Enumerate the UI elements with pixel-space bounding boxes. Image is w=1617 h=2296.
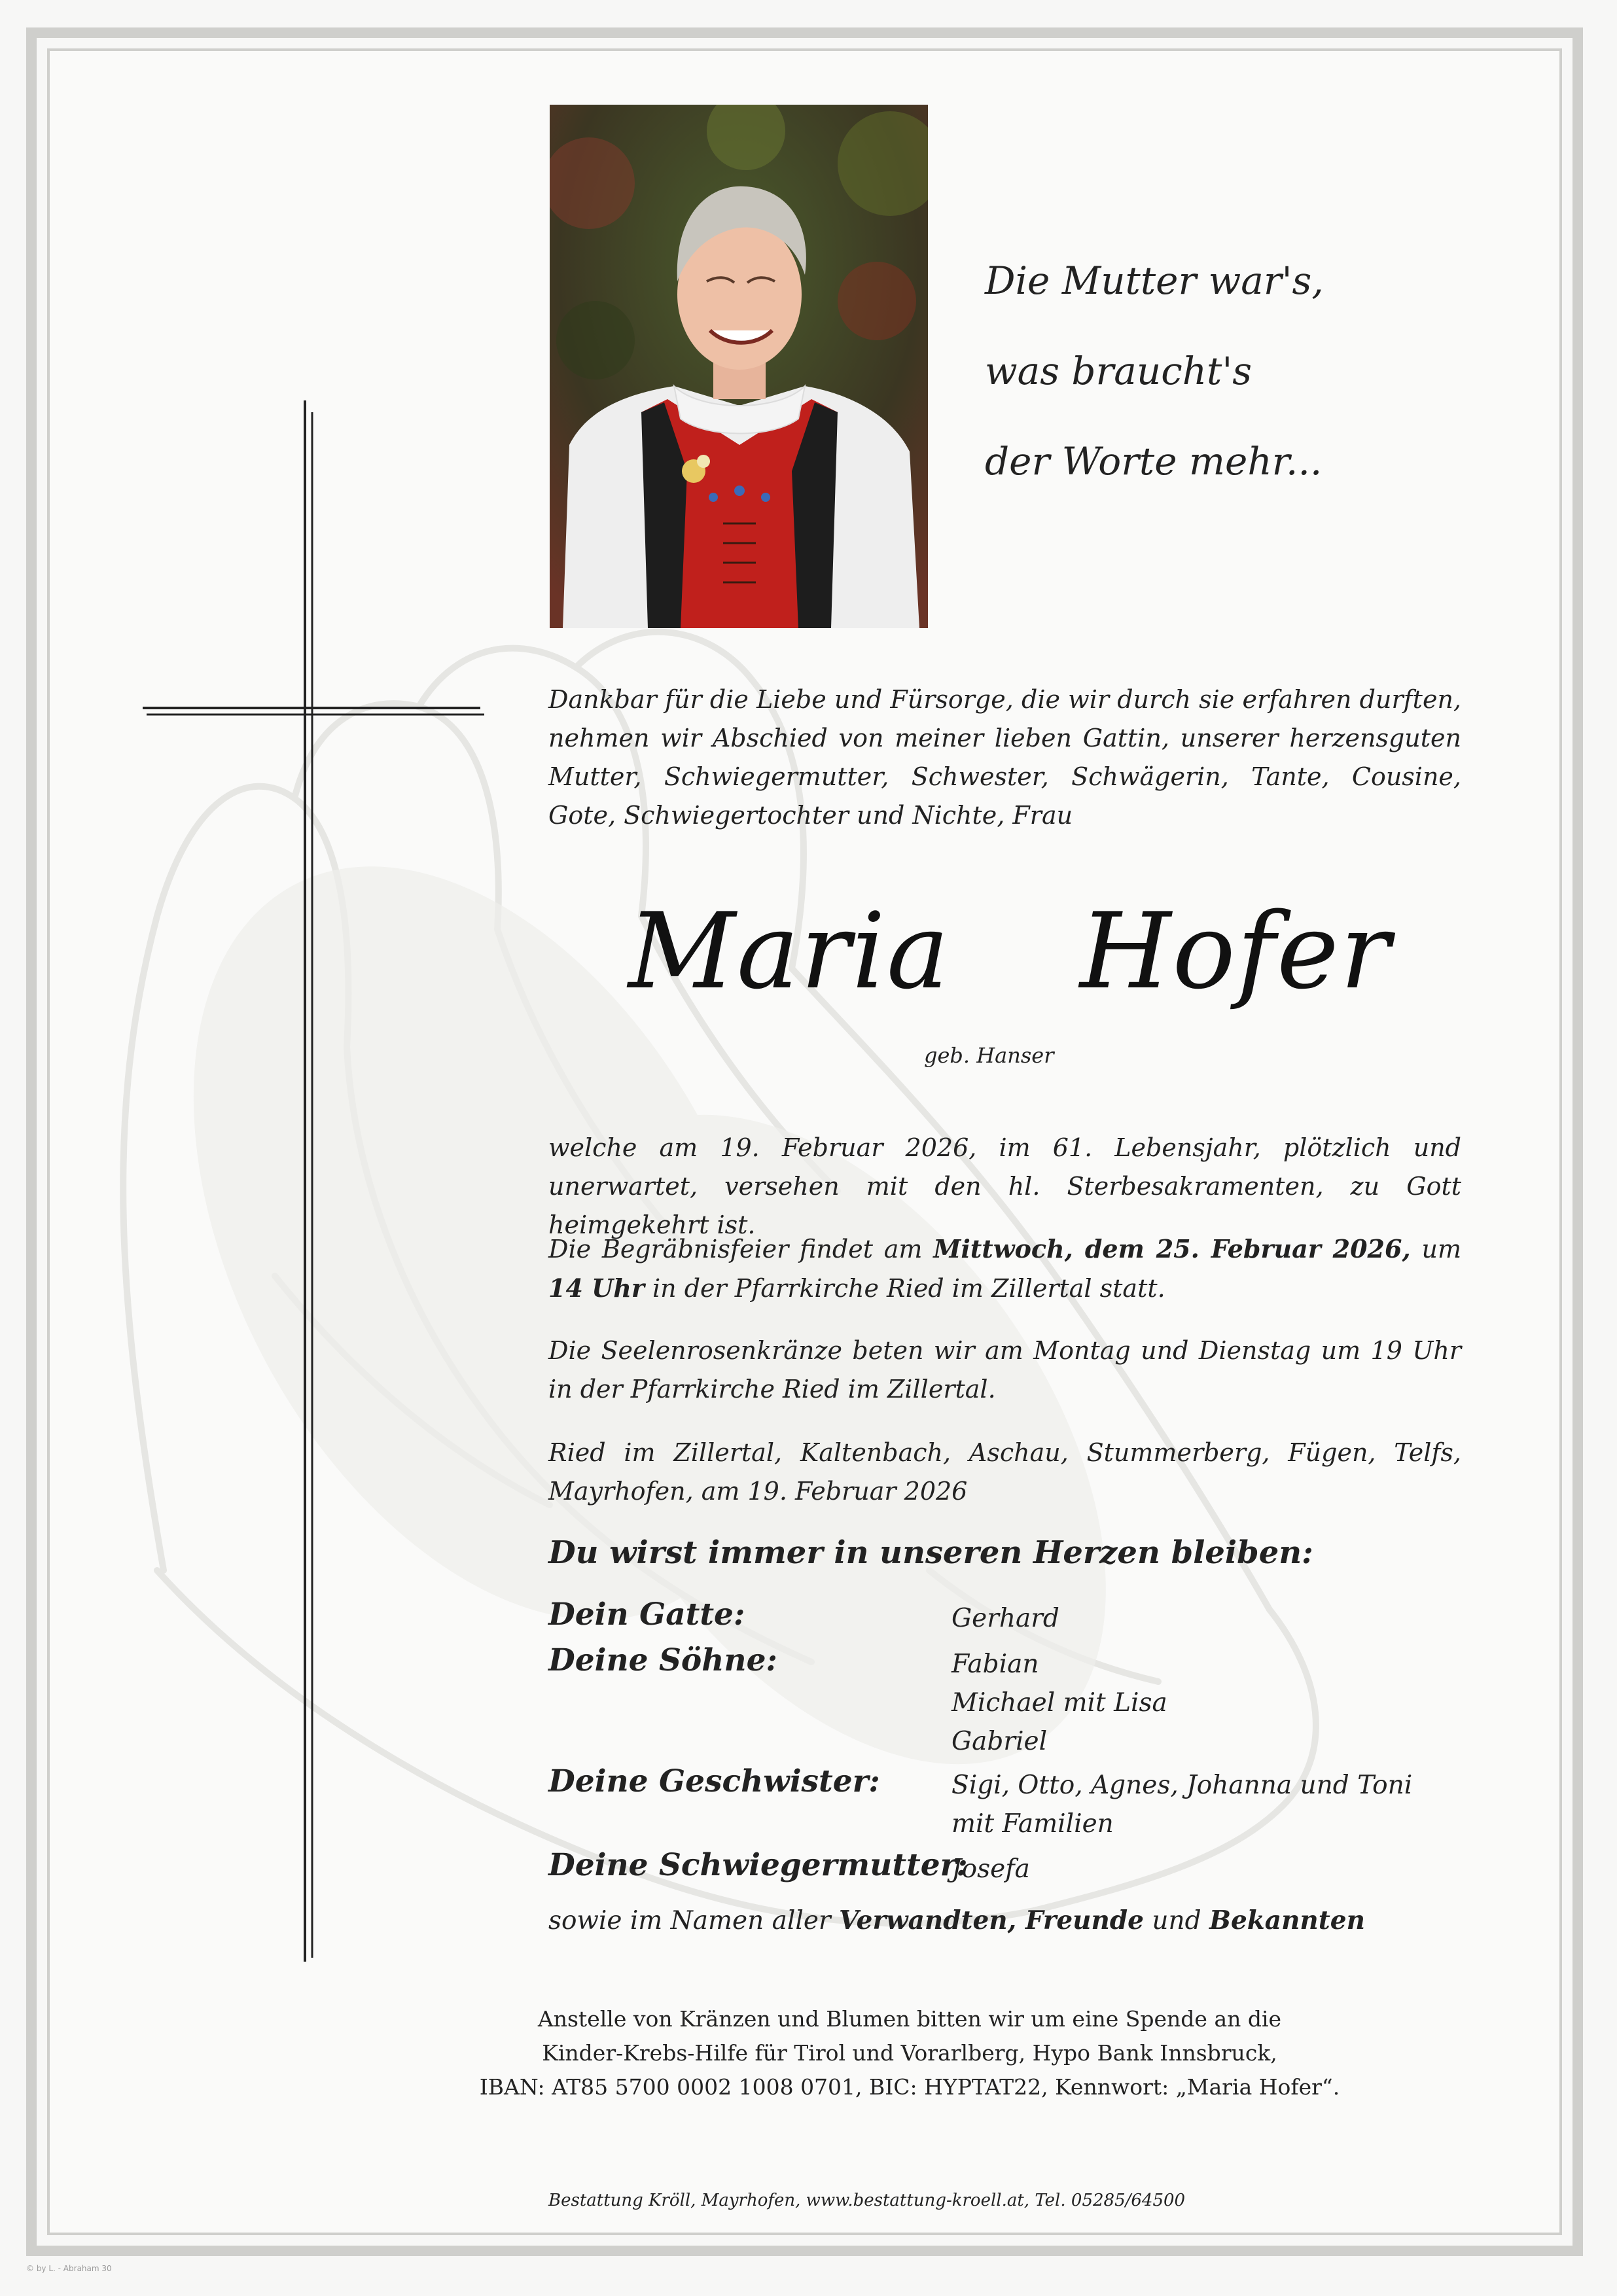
first-name: Maria: [628, 890, 951, 1012]
intro-paragraph: Dankbar für die Liebe und Fürsorge, die wir durch sie erfahren durften, nehmen wir Abschied von meiner lieben Gattin, unserer herzensguten Mutter, Schwiegermutter, Schwester, Schwägerin, Tante, Cousine, Gote, Schwiegertochter und Nichte, Frau: [548, 685, 1461, 830]
family-names: [951, 1766, 1412, 1843]
family-label: Dein Gatte:: [548, 1597, 745, 1633]
funeral-mid: um: [1421, 1235, 1461, 1263]
last-name: Hofer: [1080, 890, 1392, 1012]
family-label: Deine Geschwister:: [548, 1763, 880, 1799]
family-row: [548, 1642, 1465, 1763]
quote-line: Die Mutter war's,: [985, 258, 1324, 303]
quote-line: der Worte mehr...: [985, 439, 1323, 484]
family-name: Gabriel: [951, 1727, 1048, 1756]
family-label: Deine Schwiegermutter:: [548, 1847, 968, 1883]
donation-note: [366, 2002, 1453, 2104]
portrait-photo: [550, 105, 928, 628]
family-row: [548, 1847, 1465, 1893]
family-heading: Du wirst immer in unseren Herzen bleiben:: [548, 1534, 1313, 1571]
family-names: [951, 1645, 1167, 1761]
funeral-notice: [548, 1229, 1461, 1308]
funeral-date: Mittwoch, dem 25. Februar 2026,: [933, 1234, 1411, 1263]
funeral-time: 14 Uhr: [548, 1273, 645, 1303]
donation-line: Kinder-Krebs-Hilfe für Tirol und Vorarlberg, Hypo Bank Innsbruck,: [542, 2040, 1277, 2066]
cross-icon: [140, 400, 487, 1962]
family-list: [548, 1597, 1465, 1893]
family-row: [548, 1763, 1465, 1847]
death-notice: welche am 19. Februar 2026, im 61. Lebensjahr, plötzlich und unerwartet, versehen mit den hl. Sterbesakramenten, zu Gott heimgekehrt ist.: [548, 1133, 1461, 1239]
family-name: mit Familien: [951, 1809, 1114, 1839]
closing-mid: und: [1152, 1906, 1201, 1935]
family-row: [548, 1597, 1465, 1642]
undertaker-line: Bestattung Kröll, Mayrhofen, www.bestattung-kroell.at, Tel. 05285/64500: [548, 2191, 1186, 2210]
family-label: Deine Söhne:: [548, 1642, 777, 1678]
place-date: Ried im Zillertal, Kaltenbach, Aschau, Stummerberg, Fügen, Telfs, Mayrhofen, am 19. Februar 2026: [548, 1438, 1461, 1506]
donation-line: IBAN: AT85 5700 0002 1008 0701, BIC: HYPTAT22, Kennwort: „Maria Hofer“.: [479, 2074, 1340, 2100]
quote: [985, 236, 1443, 506]
closing-relatives: Verwandten, Freunde: [838, 1905, 1144, 1935]
family-name: Gerhard: [951, 1604, 1059, 1633]
funeral-location: in der Pfarrkirche Ried im Zillertal statt.: [652, 1274, 1165, 1303]
closing-prefix: sowie im Namen aller: [548, 1906, 831, 1935]
closing-acquaintances: Bekannten: [1209, 1905, 1365, 1935]
family-name: Fabian: [951, 1650, 1039, 1679]
closing-line: [548, 1905, 1365, 1935]
maiden-name: geb. Hanser: [924, 1043, 1054, 1068]
image-credit: © by L. - Abraham 30: [26, 2264, 112, 2273]
family-name: Josefa: [951, 1854, 1030, 1884]
funeral-prefix: Die Begräbnisfeier findet am: [548, 1235, 923, 1263]
family-names: [951, 1850, 1030, 1888]
family-name: Michael mit Lisa: [951, 1688, 1167, 1718]
family-names: [951, 1599, 1059, 1638]
quote-line: was braucht's: [985, 349, 1253, 393]
donation-line: Anstelle von Kränzen und Blumen bitten wir um eine Spende an die: [537, 2006, 1282, 2032]
family-name: Sigi, Otto, Agnes, Johanna und Toni: [951, 1771, 1413, 1800]
rosary-notice: Die Seelenrosenkränze beten wir am Montag und Dienstag um 19 Uhr in der Pfarrkirche Ried im Zillertal.: [548, 1336, 1461, 1404]
